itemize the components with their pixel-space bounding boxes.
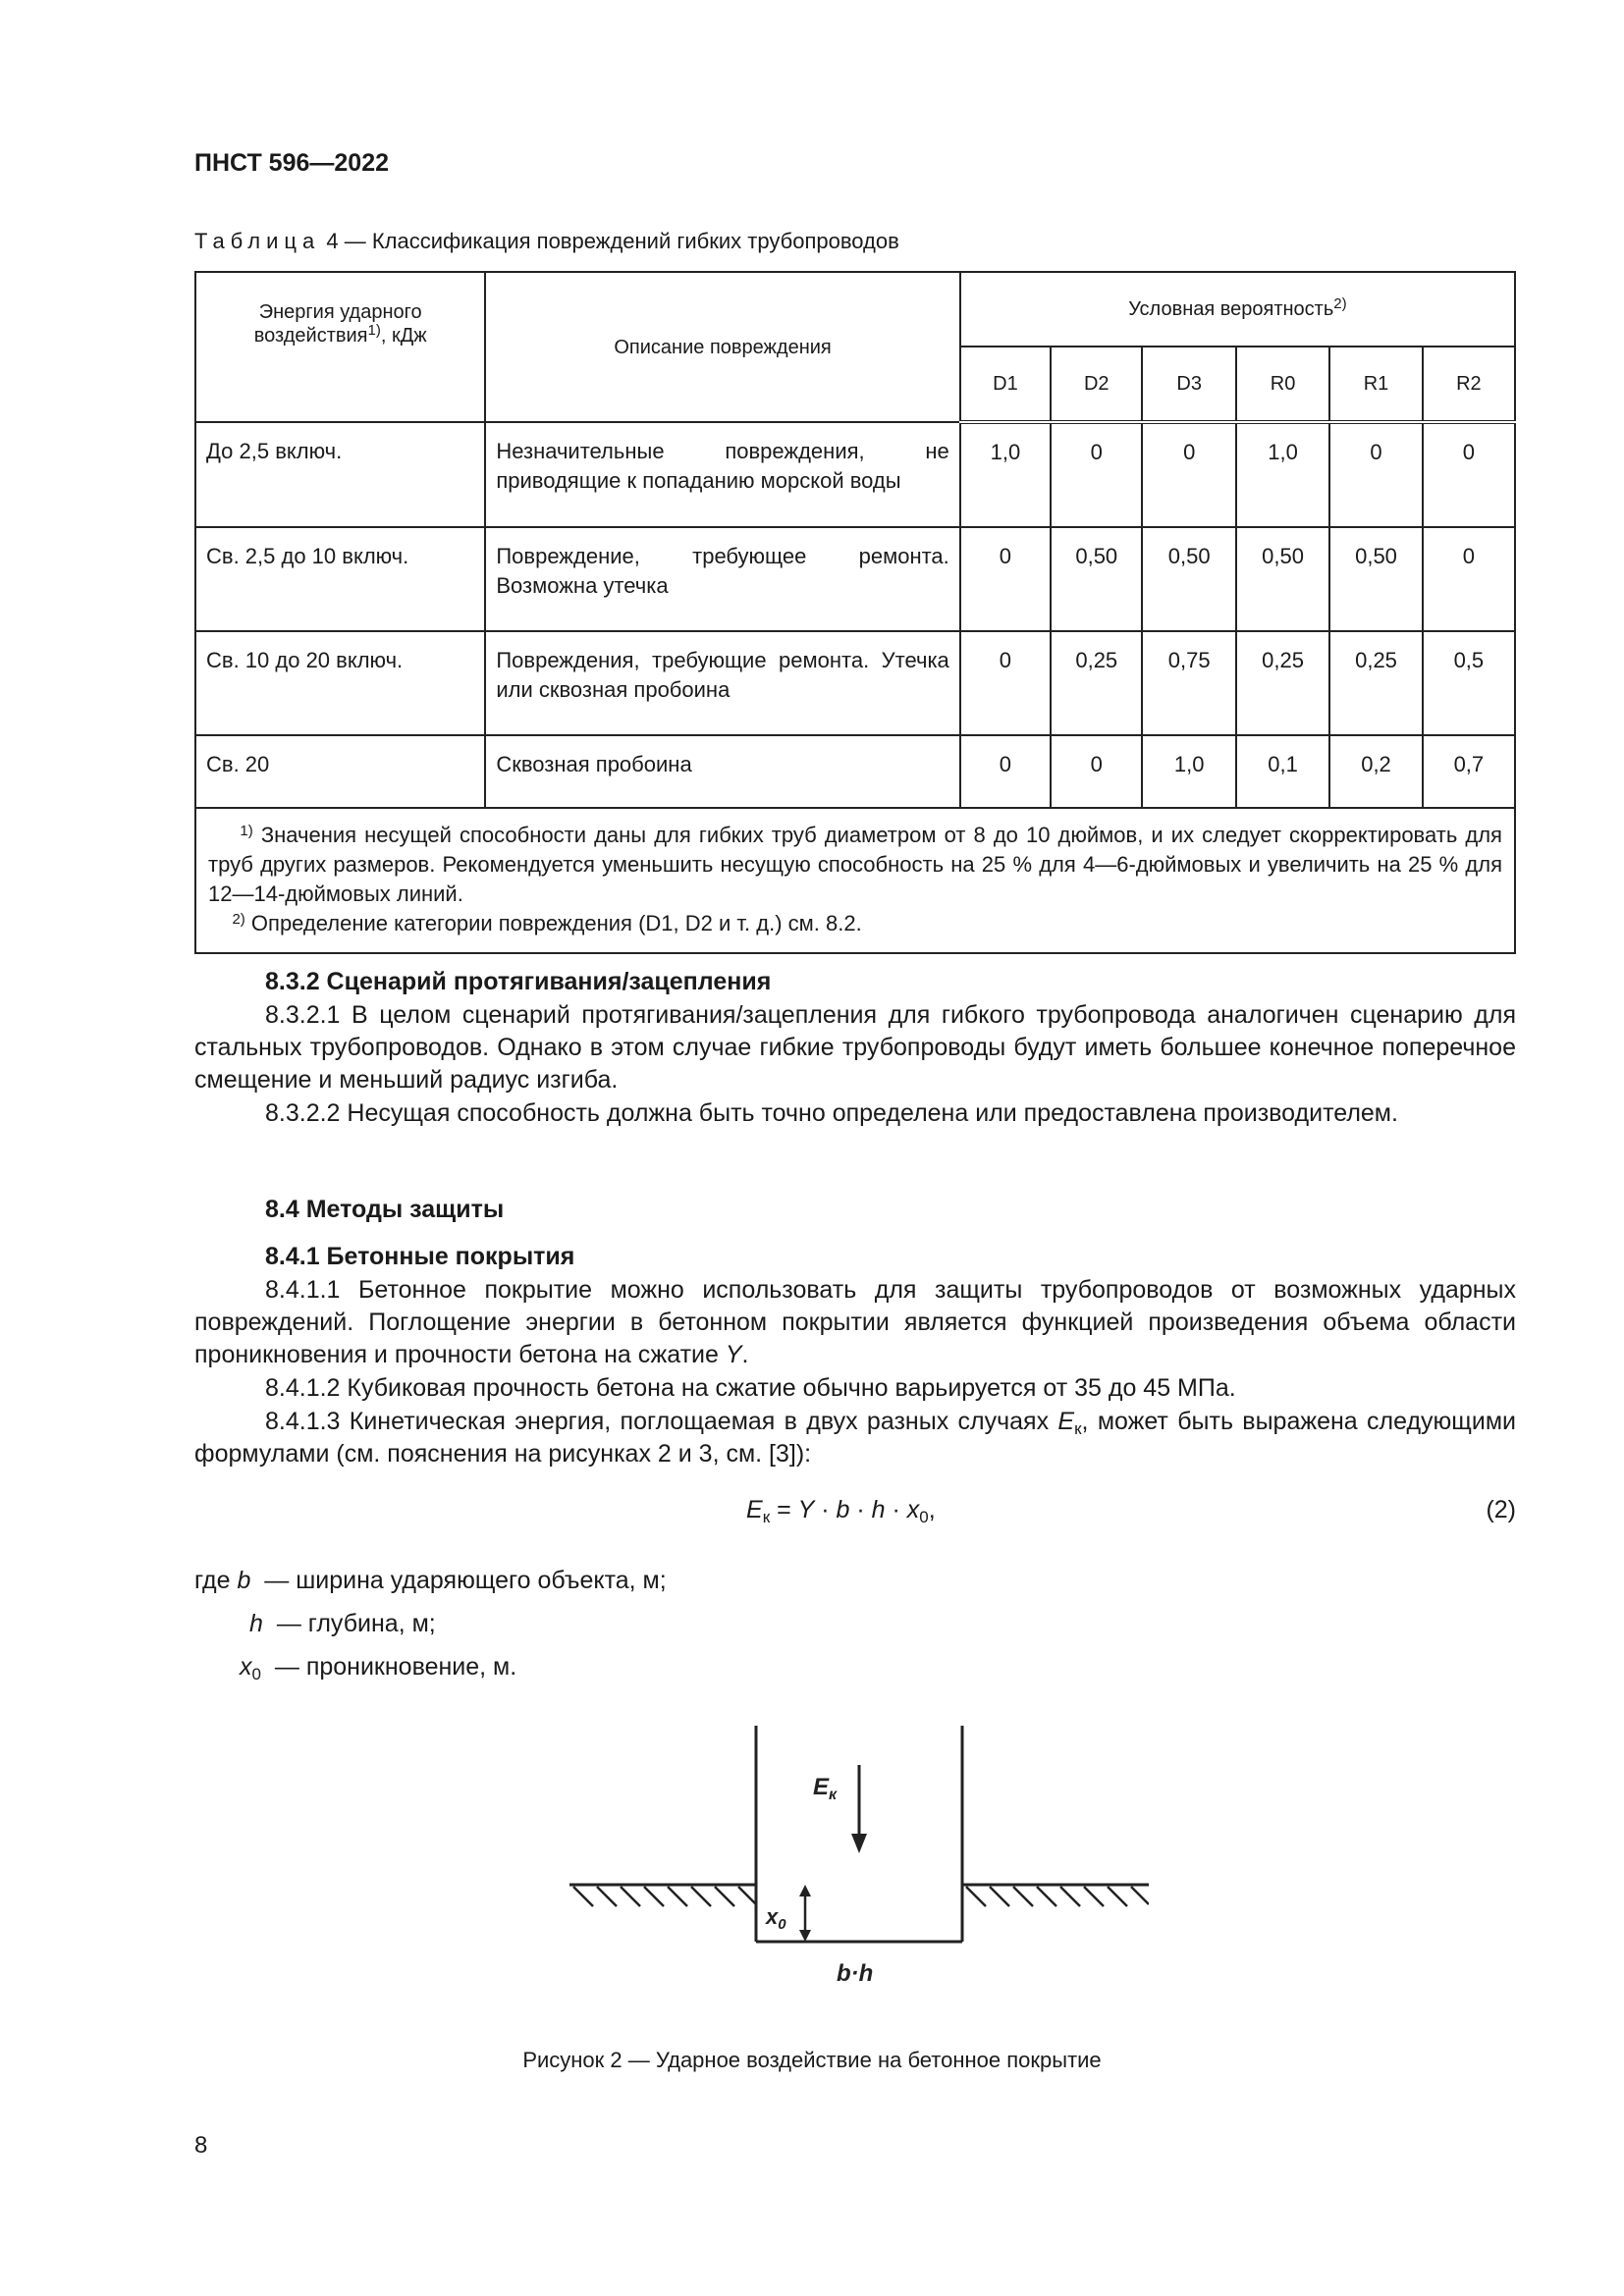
cell-probability: 0 bbox=[960, 735, 1051, 808]
para-8-4-1-1: 8.4.1.1 Бетонное покрытие можно использовать для защиты трубопроводов от возможных ударных повреждений. Поглощение энергии в бетонном покрытии является функцией произведения объема области проникновения и прочности бетона на сжатие Y. bbox=[194, 1276, 1516, 1368]
subheader-d2: D2 bbox=[1051, 347, 1142, 422]
cell-energy: Св. 10 до 20 включ. bbox=[195, 631, 485, 735]
subheader-d1: D1 bbox=[960, 347, 1051, 422]
cell-description: Незначительные повреждения, не приводящие к попаданию морской воды bbox=[485, 422, 959, 527]
bh-label: b·h bbox=[837, 1960, 874, 1987]
cell-description: Повреждение, требующее ремонта. Возможна утечка bbox=[485, 527, 959, 631]
section-8-3-2-title: 8.3.2 Сценарий протягивания/зацепления bbox=[265, 968, 772, 995]
table-row bbox=[195, 527, 1515, 631]
where-h: h — глубина, м; bbox=[249, 1610, 436, 1637]
energy-label: $E_к$ bbox=[813, 1774, 838, 1803]
subheader-r2: R2 bbox=[1423, 347, 1515, 422]
subheader-r0: R0 bbox=[1236, 347, 1329, 422]
cell-probability: 0,1 bbox=[1236, 735, 1329, 808]
cell-probability: 0 bbox=[960, 631, 1051, 735]
cell-probability: 0 bbox=[1051, 735, 1142, 808]
subheader-d3: D3 bbox=[1142, 347, 1235, 422]
formula-2: $E_к = Y \cdot b \cdot h \cdot x_0$, bbox=[746, 1496, 936, 1526]
cell-probability: 0 bbox=[1329, 422, 1422, 527]
cell-probability: 0 bbox=[1051, 422, 1142, 527]
cell-probability: 0,2 bbox=[1329, 735, 1422, 808]
cell-probability: 0 bbox=[960, 527, 1051, 631]
cell-energy: Св. 20 bbox=[195, 735, 485, 808]
cell-probability: 0,75 bbox=[1142, 631, 1235, 735]
cell-probability: 0,5 bbox=[1423, 631, 1515, 735]
cell-probability: 0 bbox=[1423, 527, 1515, 631]
damage-classification-table bbox=[194, 271, 1516, 954]
figure-2-impact-diagram bbox=[560, 1726, 1149, 2001]
formula-number: (2) bbox=[1486, 1496, 1516, 1523]
para-8-4-1-3: 8.4.1.3 Кинетическая энергия, поглощаемая в двух разных случаях $E_к$, может быть выражена следующими формулами (см. пояснения на рисунках 2 и 3, см. [3]): bbox=[194, 1408, 1516, 1468]
page-number: 8 bbox=[194, 2132, 208, 2159]
header-description: Описание повреждения bbox=[485, 272, 959, 422]
subheader-r1: R1 bbox=[1329, 347, 1422, 422]
cell-description: Повреждения, требующие ремонта. Утечка или сквозная пробоина bbox=[485, 631, 959, 735]
cell-probability: 0,25 bbox=[1236, 631, 1329, 735]
cell-probability: 0 bbox=[1423, 422, 1515, 527]
cell-energy: До 2,5 включ. bbox=[195, 422, 485, 527]
document-header: ПНСТ 596—2022 bbox=[194, 149, 389, 177]
cell-probability: 0,25 bbox=[1329, 631, 1422, 735]
header-energy: Энергия ударного воздействия$^{1)}$, кДж bbox=[195, 272, 485, 422]
cell-probability: 0,25 bbox=[1051, 631, 1142, 735]
figure-caption: Рисунок 2 — Ударное воздействие на бетонное покрытие bbox=[522, 2048, 1102, 2072]
note-1: $^{1)}$ Значения несущей способности даны для гибких труб диаметром от 8 до 10 дюймов, и их следует скорректировать для труб других размеров. Рекомендуется уменьшить несущую способность на 25 % для 4—6-дюймовых и увеличить на 25 % для 12—14-дюймовых линий. bbox=[208, 823, 1502, 906]
table-row bbox=[195, 735, 1515, 808]
header-probability: Условная вероятность$^{2)}$ bbox=[960, 272, 1515, 347]
x0-double-arrow-icon bbox=[799, 1885, 811, 1942]
cell-probability: 0,50 bbox=[1329, 527, 1422, 631]
where-x0: $x_0$ — проникновение, м. bbox=[240, 1653, 517, 1683]
table-caption-text: 4 — Классификация повреждений гибких трубопроводов bbox=[320, 229, 899, 253]
section-8-4-1-title: 8.4.1 Бетонные покрытия bbox=[265, 1243, 575, 1270]
section-8-4-title: 8.4 Методы защиты bbox=[265, 1196, 505, 1223]
table-notes bbox=[195, 808, 1515, 953]
cell-probability: 0,7 bbox=[1423, 735, 1515, 808]
cell-probability: 0,50 bbox=[1142, 527, 1235, 631]
cell-probability: 0,50 bbox=[1051, 527, 1142, 631]
table-caption bbox=[194, 229, 899, 254]
where-b: где b — ширина ударяющего объекта, м; bbox=[194, 1567, 667, 1594]
table-caption-label: Таблица bbox=[194, 229, 321, 253]
para-8-4-1-2: 8.4.1.2 Кубиковая прочность бетона на сжатие обычно варьируется от 35 до 45 МПа. bbox=[265, 1374, 1236, 1402]
down-arrow-icon bbox=[851, 1765, 867, 1853]
para-8-3-2-2: 8.3.2.2 Несущая способность должна быть точно определена или предоставлена производителем. bbox=[265, 1099, 1398, 1127]
x0-label: $x_0$ bbox=[766, 1904, 786, 1933]
cell-description: Сквозная пробоина bbox=[485, 735, 959, 808]
cell-probability: 0,50 bbox=[1236, 527, 1329, 631]
para-8-3-2-1: 8.3.2.1 В целом сценарий протягивания/зацепления для гибкого трубопровода аналогичен сценарию для стальных трубопроводов. Однако в этом случае гибкие трубопроводы будут иметь большее конечное поперечное смещение и меньший радиус изгиба. bbox=[194, 1001, 1516, 1094]
note-2: $^{2)}$ Определение категории повреждения (D1, D2 и т. д.) см. 8.2. bbox=[232, 911, 862, 935]
table-row bbox=[195, 631, 1515, 735]
table-row bbox=[195, 422, 1515, 527]
cell-energy: Св. 2,5 до 10 включ. bbox=[195, 527, 485, 631]
cell-probability: 1,0 bbox=[1142, 735, 1235, 808]
cell-probability: 1,0 bbox=[1236, 422, 1329, 527]
cell-probability: 0 bbox=[1142, 422, 1235, 527]
cell-probability: 1,0 bbox=[960, 422, 1051, 527]
